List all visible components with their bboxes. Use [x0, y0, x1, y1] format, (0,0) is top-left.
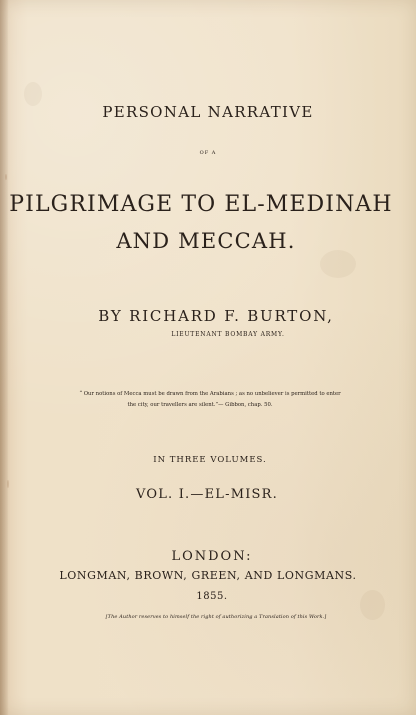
volume-count: IN THREE VOLUMES.	[153, 455, 267, 465]
publication-year: 1855.	[196, 591, 228, 602]
title-main-line-1: PILGRIMAGE TO EL-MEDINAH	[9, 192, 393, 217]
quote-line-1: “ Our notions of Mecca must be drawn from the Arabians ; as no unbeliever is permitted to enter	[79, 391, 341, 397]
page-mark	[5, 174, 7, 180]
publisher-name: LONGMAN, BROWN, GREEN, AND LONGMANS.	[59, 569, 357, 582]
page-stain	[320, 250, 356, 278]
title-main-line-2: AND MECCAH.	[116, 229, 296, 253]
publication-place: LONDON:	[171, 549, 253, 564]
author-line: BY RICHARD F. BURTON,	[98, 307, 334, 325]
quote-line-2: the city, our travellers are silent.”— Gibbon, chap. 50.	[127, 402, 273, 408]
volume-title: VOL. I.—EL-MISR.	[136, 487, 278, 502]
author-rank: LIEUTENANT BOMBAY ARMY.	[171, 331, 285, 338]
rights-note: [The Author reserves to himself the right of authorizing a Translation of this Work.]	[105, 614, 327, 620]
title-small: PERSONAL NARRATIVE	[102, 103, 314, 121]
title-connector: OF A	[199, 150, 217, 156]
